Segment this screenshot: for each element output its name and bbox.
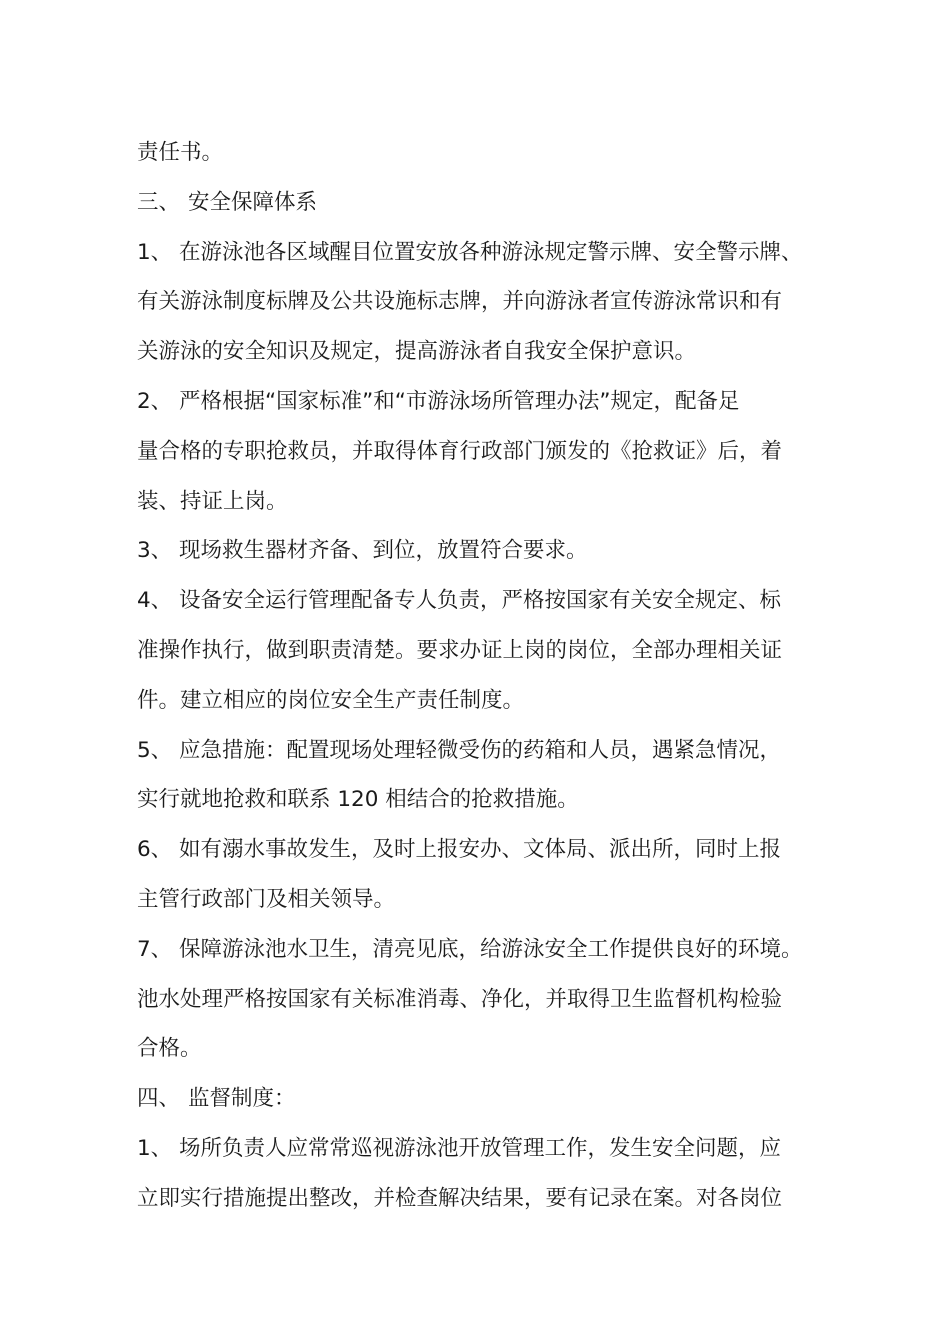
- document-body: [137, 128, 837, 1224]
- text-line: [137, 327, 837, 377]
- line-text: 量合格的专职抢救员，并取得体育行政部门颁发的《抢救证》后，着: [137, 438, 783, 464]
- line-text: 准操作执行，做到职责清楚。要求办证上岗的岗位，全部办理相关证: [137, 637, 783, 663]
- line-text: 装、持证上岗。: [137, 488, 288, 514]
- text-line: [137, 875, 837, 925]
- line-text: 立即实行措施提出整改，并检查解决结果，要有记录在案。对各岗位: [137, 1185, 783, 1211]
- text-line: [137, 477, 837, 527]
- line-text: 现场救生器材齐备、到位，放置符合要求。: [179, 538, 588, 564]
- item-number: 6、: [137, 837, 173, 863]
- line-text: 应急措施：配置现场处理轻微受伤的药箱和人员，遇紧急情况，: [179, 737, 782, 763]
- item-number: 7、: [137, 936, 173, 962]
- list-item: [137, 726, 837, 776]
- text-line: [137, 775, 837, 825]
- line-text: 监督制度：: [188, 1086, 296, 1112]
- list-item: [137, 228, 837, 278]
- text-line: [137, 626, 837, 676]
- item-number: 1、: [137, 1135, 173, 1161]
- line-text: 责任书。: [137, 140, 224, 165]
- line-text: 在游泳池各区域醒目位置安放各种游泳规定警示牌、安全警示牌、: [179, 239, 803, 265]
- line-text: 合格。: [137, 1036, 202, 1062]
- line-text: 安全保障体系: [188, 189, 318, 215]
- text-line: [137, 1174, 837, 1224]
- text-line: [137, 128, 837, 178]
- list-item: [137, 1124, 837, 1174]
- line-text: 场所负责人应常常巡视游泳池开放管理工作，发生安全问题，应: [179, 1135, 782, 1161]
- line-text: 严格根据“国家标准”和“市游泳场所管理办法”规定，配备足: [179, 388, 740, 414]
- section-heading: [137, 1074, 837, 1124]
- list-item: [137, 825, 837, 875]
- section-heading: [137, 178, 837, 228]
- line-text: 保障游泳池水卫生，清亮见底，给游泳安全工作提供良好的环境。: [179, 936, 803, 962]
- item-number: 4、: [137, 588, 173, 614]
- section-number: 三、: [137, 189, 181, 215]
- text-line: [137, 1024, 837, 1074]
- text-line: [137, 975, 837, 1025]
- text-line: [137, 277, 837, 327]
- item-number: 2、: [137, 388, 173, 414]
- item-number: 3、: [137, 538, 173, 564]
- line-text: 实行就地抢救和联系 120 相结合的抢救措施。: [137, 787, 579, 813]
- text-line: [137, 676, 837, 726]
- line-text: 件。建立相应的岗位安全生产责任制度。: [137, 687, 525, 713]
- line-text: 设备安全运行管理配备专人负责，严格按国家有关安全规定、标: [179, 588, 782, 614]
- line-text: 关游泳的安全知识及规定，提高游泳者自我安全保护意识。: [137, 339, 697, 365]
- list-item: [137, 576, 837, 626]
- section-number: 四、: [137, 1086, 181, 1112]
- line-text: 池水处理严格按国家有关标准消毒、净化，并取得卫生监督机构检验: [137, 986, 783, 1012]
- list-item: [137, 377, 837, 427]
- list-item: [137, 925, 837, 975]
- list-item: [137, 526, 837, 576]
- line-text: 主管行政部门及相关领导。: [137, 886, 396, 912]
- item-number: 1、: [137, 239, 173, 265]
- item-number: 5、: [137, 737, 173, 763]
- line-text: 有关游泳制度标牌及公共设施标志牌，并向游泳者宣传游泳常识和有: [137, 289, 783, 315]
- line-text: 如有溺水事故发生，及时上报安办、文体局、派出所，同时上报: [179, 837, 782, 863]
- text-line: [137, 427, 837, 477]
